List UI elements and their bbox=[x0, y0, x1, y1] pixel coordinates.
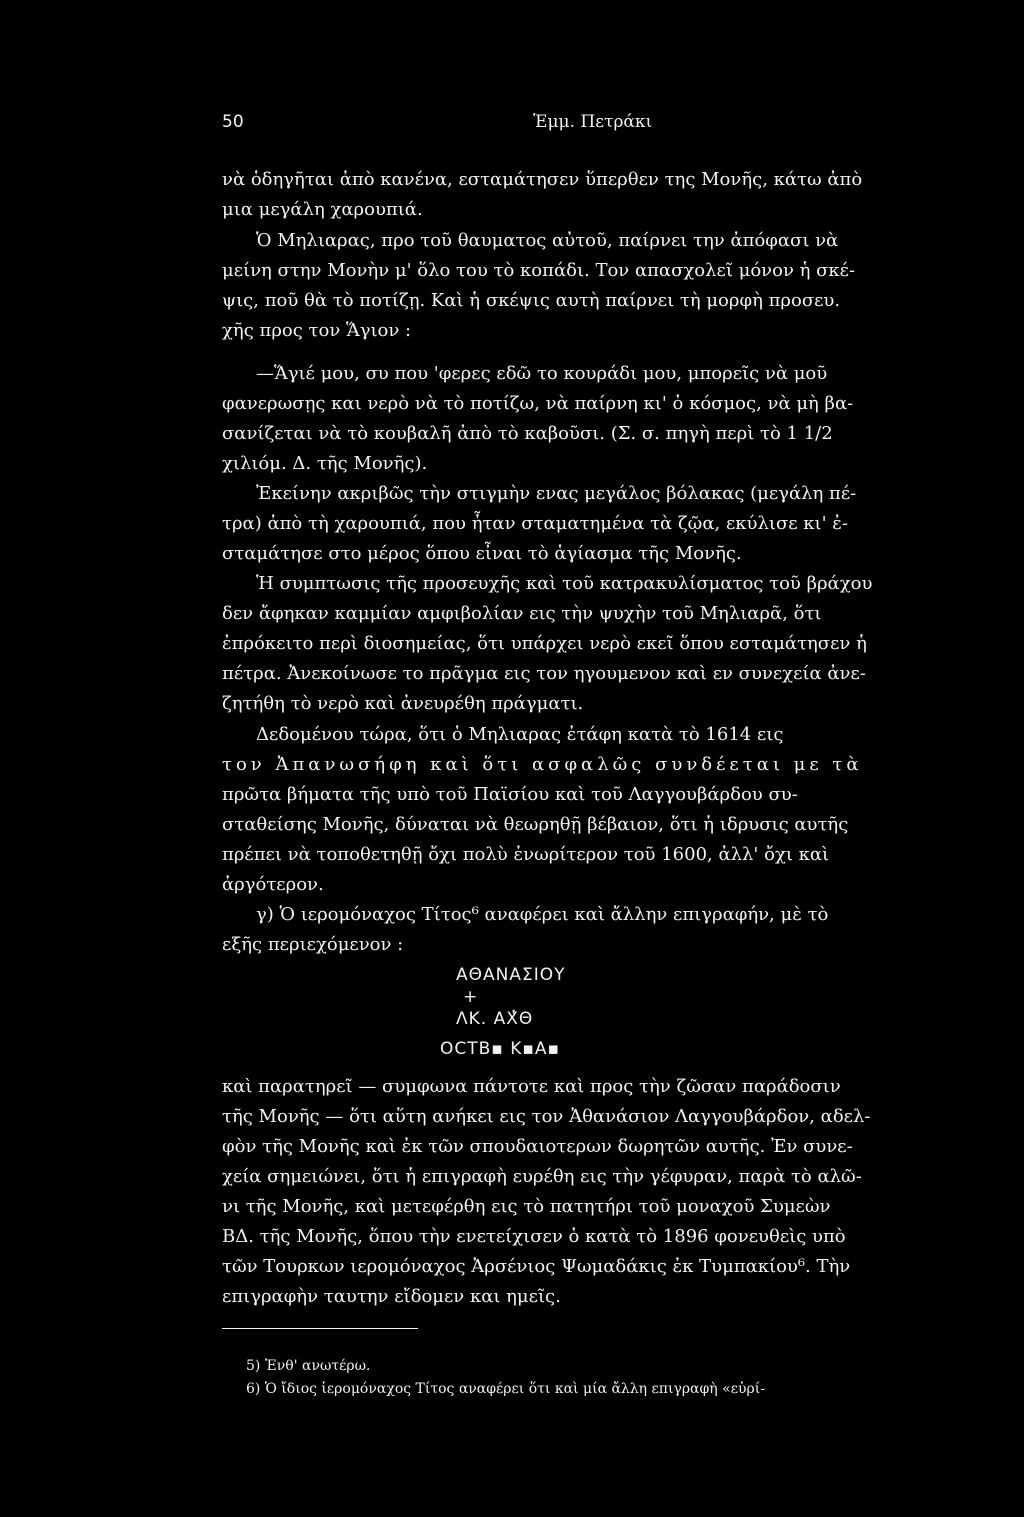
text-line: πέτρα. Ἀνεκοίνωσε το πρᾶγμα εις τον ηγουμενον καὶ εν συνεχεία ἀνε- bbox=[222, 663, 866, 684]
text-line: πρῶτα βήματα τῆς υπὸ τοῦ Παϊσίου καὶ τοῦ Λαγγουβάρδου συ- bbox=[222, 784, 798, 805]
text-line: χιλιόμ. Δ. τῆς Μονῆς). bbox=[222, 453, 428, 474]
footnote-mark: 6) bbox=[246, 1381, 261, 1397]
text-line: Ἐκείνην ακριβῶς τὴν στιγμὴν ενας μεγάλος βόλακας (μεγάλη πέ- bbox=[256, 483, 857, 504]
text-line: σανίζεται νὰ τὸ κουβαλῆ ἀπὸ τὸ καβοῦσι. (Σ. σ. πηγὴ περὶ τὸ 1 1/2 bbox=[222, 423, 833, 444]
text-line: τῆς Μονῆς — ὅτι αὕτη ανήκει εις τον Ἀθανάσιον Λαγγουβάρδον, αδελ- bbox=[222, 1106, 871, 1127]
text-line: γ) Ὁ ιερομόναχος Τίτος⁶ αναφέρει καὶ ἄλλην επιγραφήν, μὲ τὸ bbox=[256, 904, 829, 925]
text-line: τον Ἀπανωσήφη καὶ ὅτι ασφαλῶς συνδέεται με τὰ bbox=[222, 754, 863, 775]
text-line: χεία σημειώνει, ὅτι ἡ επιγραφὴ ευρέθη εις τὴν γέφυραν, παρὰ τὸ αλῶ- bbox=[222, 1166, 862, 1187]
inscription-cross: + bbox=[463, 987, 479, 1007]
text-line: σταμάτησε στο μέρος ὅπου εἶναι τὸ ἁγίασμα τῆς Μονῆς. bbox=[222, 543, 742, 564]
text-line: πρέπει νὰ τοποθετηθῇ ὄχι πολὺ ἐνωρίτερον τοῦ 1600, ἀλλ' ὄχι καὶ bbox=[222, 844, 830, 865]
text-line: φὸν τῆς Μονῆς καὶ ἐκ τῶν σπουδαιοτερων δωρητῶν αυτῆς. Ἐν συνε- bbox=[222, 1136, 853, 1157]
footnote-text: Ὁ ἴδιος ἱερομόναχος Τίτος αναφέρει ὅτι καὶ μία ἄλλη επιγραφὴ «εὑρί- bbox=[264, 1381, 765, 1397]
text-line: νὰ ὁδηγῆται ἀπὸ κανένα, εσταμάτησεν ὕπερθεν της Μονῆς, κάτω ἀπὸ bbox=[222, 169, 863, 190]
text-line: χῆς προς τον Ἅγιον : bbox=[222, 320, 412, 341]
page-number: 50 bbox=[222, 112, 244, 132]
footnote bbox=[246, 1354, 370, 1378]
text-line: Ἡ συμπτωσις τῆς προσευχῆς καὶ τοῦ κατρακυλίσματος τοῦ βράχου bbox=[256, 573, 873, 594]
text-line: τρα) ἀπὸ τὴ χαρουπιά, που ἦταν σταματημένα τὰ ζῷα, εκύλισε κι' ἐ- bbox=[222, 513, 848, 534]
running-head: Ἐμμ. Πετράκι bbox=[533, 112, 653, 132]
text-line: —Ἅγιέ μου, συ που 'φερες εδῶ το κουράδι μου, μπορεῖς νὰ μοῦ bbox=[256, 363, 828, 384]
page-header bbox=[222, 112, 797, 142]
inscription-line: ΛΚ. ΑΧ̔Θ bbox=[456, 1009, 534, 1029]
text-line: ψις, ποῦ θὰ τὸ ποτίζῃ. Καὶ ἡ σκέψις αυτὴ παίρνει τὴ μορφὴ προσευ. bbox=[222, 290, 841, 311]
text-line: Ὁ Μηλιαρας, προ τοῦ θαυματος αὐτοῦ, παίρνει την ἀπόφασι νὰ bbox=[256, 230, 839, 251]
text-line: νι τῆς Μονῆς, καὶ μετεφέρθη εις τὸ πατητήρι τοῦ μοναχοῦ Συμεὼν bbox=[222, 1196, 831, 1217]
footnote-text: Ἐνθ' ανωτέρω. bbox=[264, 1358, 371, 1374]
text-line: μια μεγάλη χαρουπιά. bbox=[222, 199, 423, 220]
text-line: τῶν Τουρκων ιερομόναχος Ἀρσένιος Ψωμαδάκις ἐκ Τυμπακίου⁶. Τὴν bbox=[222, 1256, 851, 1277]
footnote bbox=[246, 1377, 765, 1401]
text-line: επιγραφὴν ταυτην εἴδομεν και ημεῖς. bbox=[222, 1286, 561, 1307]
text-line: ἐπρόκειτο περὶ διοσημείας, ὅτι υπάρχει νερὸ εκεῖ ὅπου εσταμάτησεν ἡ bbox=[222, 633, 867, 654]
text-line: δεν ἄφηκαν καμμίαν αμφιβολίαν εις τὴν ψυχὴν τοῦ Μηλιαρᾶ, ὅτι bbox=[222, 603, 822, 624]
text-line: σταθείσης Μονῆς, δύναται νὰ θεωρηθῇ βέβαιον, ὅτι ἡ ιδρυσις αυτῆς bbox=[222, 814, 849, 835]
footnote-mark: 5) bbox=[246, 1358, 261, 1374]
text-line: ἀργότερον. bbox=[222, 874, 324, 895]
inscription-line: ΑΘΑΝΑΣΙΟΥ bbox=[456, 965, 566, 985]
text-line: εξῆς περιεχόμενον : bbox=[222, 934, 404, 955]
text-line: καὶ παρατηρεῖ — συμφωνα πάντοτε καὶ προς τὴν ζῶσαν παράδοσιν bbox=[222, 1076, 841, 1097]
text-line: ζητήθη τὸ νερὸ καὶ ἀνευρέθη πράγματι. bbox=[222, 693, 584, 714]
text-line: Δεδομένου τώρα, ὅτι ὁ Μηλιαρας ἐτάφη κατὰ τὸ 1614 εις bbox=[256, 724, 784, 745]
text-line: φανερωσῃς και νερὸ νὰ τὸ ποτίζω, νὰ παίρνη κι' ὁ κόσμος, νὰ μὴ βα- bbox=[222, 393, 854, 414]
inscription-line: ΟCΤΒ▪ Κ▪Α▪ bbox=[440, 1039, 561, 1059]
text-line: ΒΔ. τῆς Μονῆς, ὅπου τὴν ενετείχισεν ὁ κατὰ τὸ 1896 φονευθεὶς υπὸ bbox=[222, 1226, 846, 1247]
text-line: μείνη στην Μονὴν μ' ὅλο του τὸ κοπάδι. Τον απασχολεῖ μόνον ἡ σκέ- bbox=[222, 260, 856, 281]
footnote-rule bbox=[222, 1328, 418, 1329]
